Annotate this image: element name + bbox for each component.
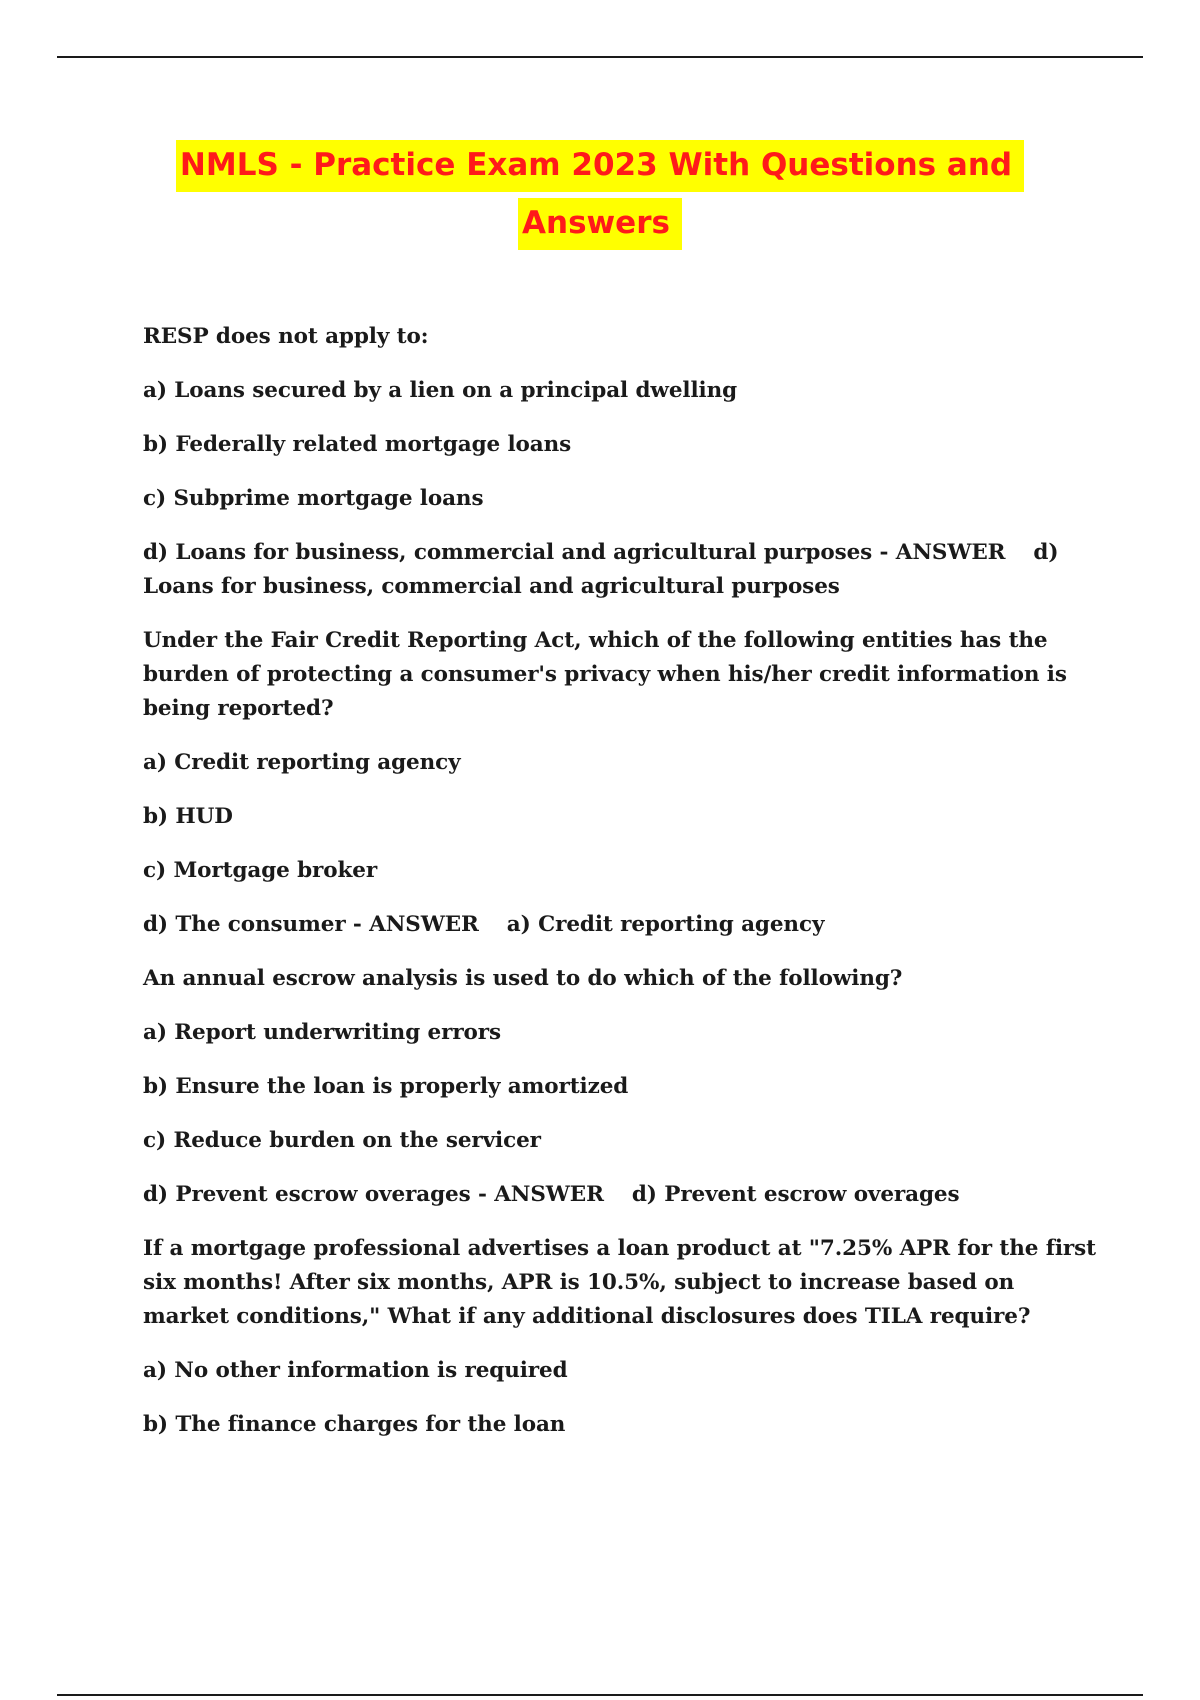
option-b: b) HUD bbox=[143, 804, 233, 829]
question-text: RESP does not apply to: bbox=[143, 324, 429, 349]
title-line-2: Answers bbox=[518, 198, 682, 250]
option-d: d) Prevent escrow overages - ANSWER bbox=[143, 1182, 604, 1207]
option-a: a) Report underwriting errors bbox=[143, 1020, 502, 1045]
question-block-2 bbox=[143, 624, 1098, 942]
document-title bbox=[0, 140, 1200, 250]
option-b: b) Ensure the loan is properly amortized bbox=[143, 1074, 629, 1099]
option-d: d) The consumer - ANSWER bbox=[143, 912, 479, 937]
question-block-4 bbox=[143, 1232, 1098, 1442]
bottom-rule bbox=[57, 1694, 1143, 1696]
option-b: b) Federally related mortgage loans bbox=[143, 432, 572, 457]
question-text: An annual escrow analysis is used to do which of the following? bbox=[143, 966, 903, 991]
answer-text: d) Loans for business, commercial and agricultural purposes bbox=[143, 540, 1059, 599]
answer-text: d) Prevent escrow overages bbox=[631, 1182, 960, 1207]
option-c: c) Mortgage broker bbox=[143, 858, 378, 883]
answer-text: a) Credit reporting agency bbox=[506, 912, 825, 937]
option-d-with-answer bbox=[143, 1178, 1098, 1212]
option-a: a) Credit reporting agency bbox=[143, 750, 461, 775]
document-body bbox=[143, 320, 1098, 1462]
question-block-3 bbox=[143, 962, 1098, 1212]
option-a: a) No other information is required bbox=[143, 1358, 568, 1383]
question-block-1 bbox=[143, 320, 1098, 604]
option-b: b) The finance charges for the loan bbox=[143, 1412, 566, 1437]
option-d-with-answer bbox=[143, 536, 1098, 604]
question-text: If a mortgage professional advertises a loan product at "7.25% APR for the first six months! After six months, APR is 10.5%, subject to increase based on market conditions," What if any additional disclosures does TILA require? bbox=[143, 1236, 1096, 1329]
option-a: a) Loans secured by a lien on a principal dwelling bbox=[143, 378, 738, 403]
question-text: Under the Fair Credit Reporting Act, which of the following entities has the burden of protecting a consumer's privacy when his/her credit information is being reported? bbox=[143, 628, 1067, 721]
option-c: c) Reduce burden on the servicer bbox=[143, 1128, 541, 1153]
option-d: d) Loans for business, commercial and agricultural purposes - ANSWER bbox=[143, 540, 1006, 565]
option-c: c) Subprime mortgage loans bbox=[143, 486, 484, 511]
title-line-1: NMLS - Practice Exam 2023 With Questions and bbox=[176, 140, 1024, 192]
top-rule bbox=[57, 56, 1143, 58]
option-d-with-answer bbox=[143, 908, 1098, 942]
